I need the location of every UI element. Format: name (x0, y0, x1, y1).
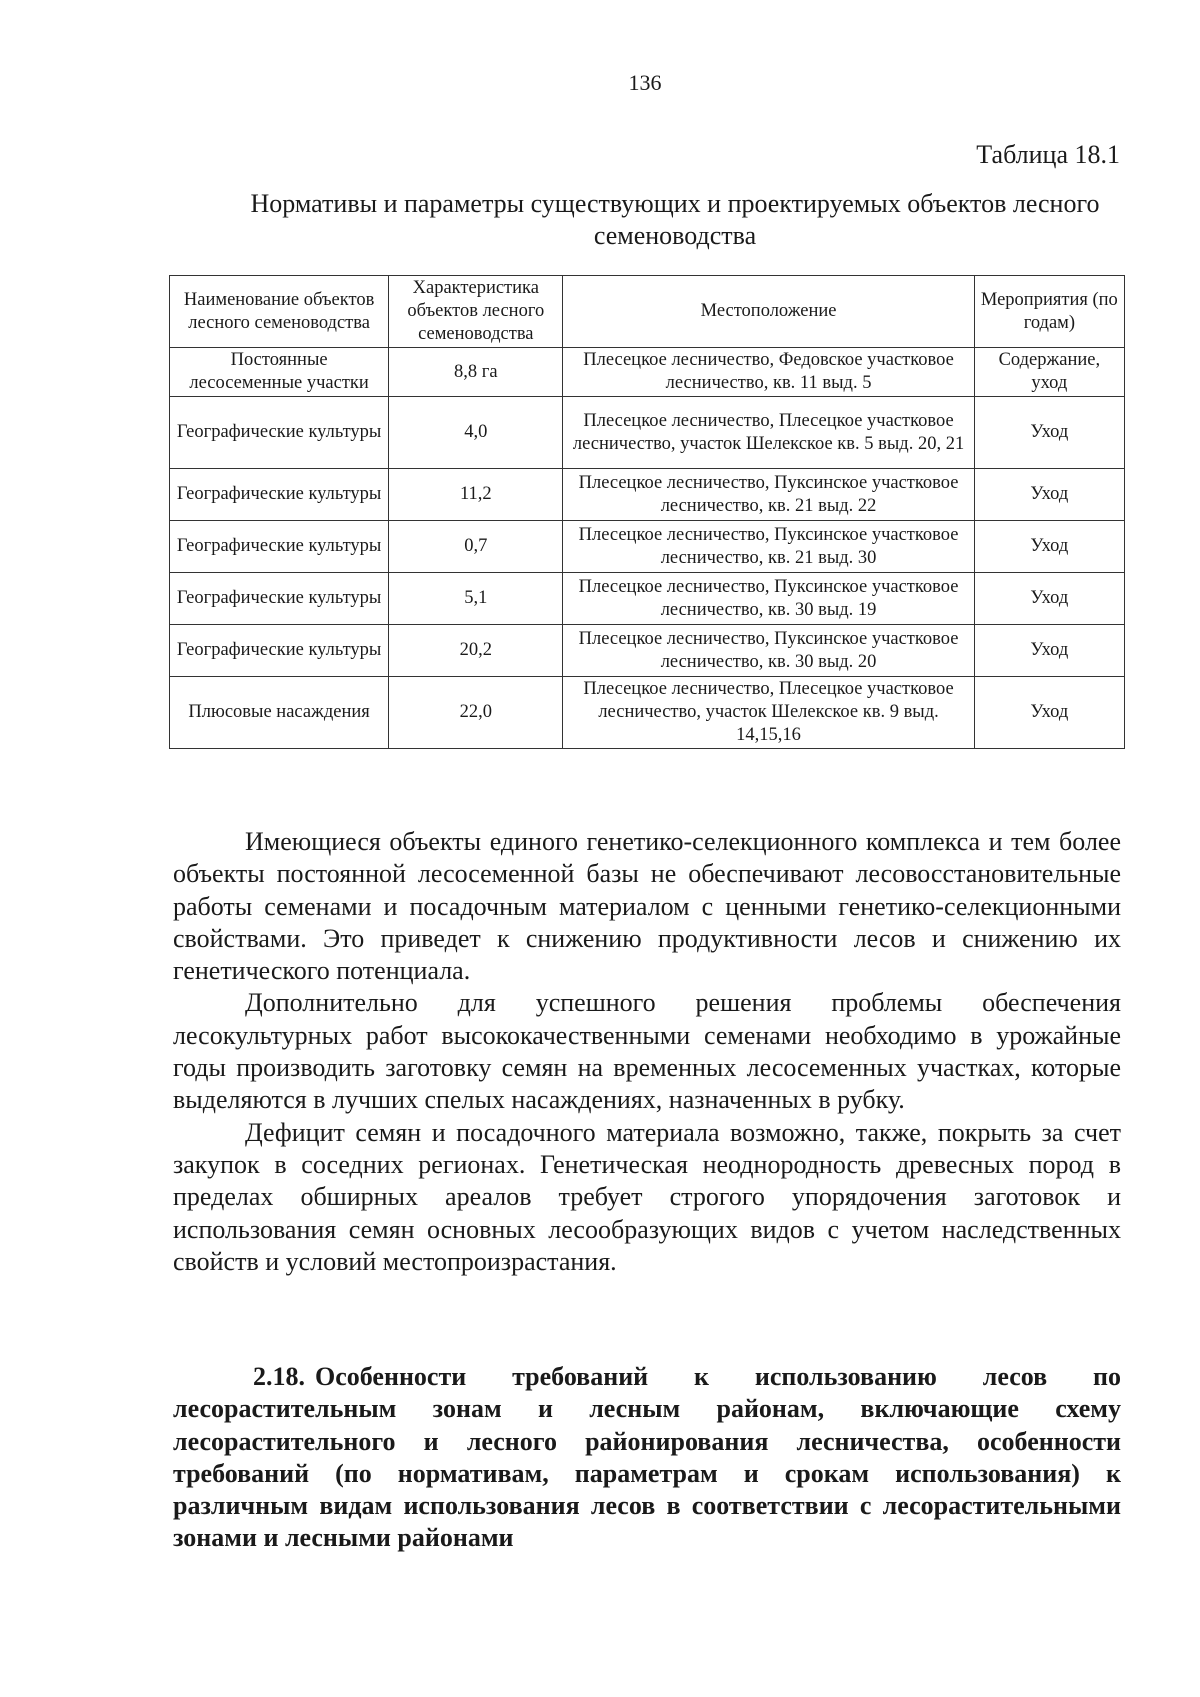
seed-objects-table (169, 275, 1125, 749)
paragraph: Имеющиеся объекты единого генетико-селекционного комплекса и тем более объекты постоянной лесосеменной базы не обеспечивают лесовосстановительные работы семенами и посадочным материалом с ценными генетико-селекционными свойствами. Это приведет к снижению продуктивности лесов и снижению их генетического потенциала. (173, 827, 1121, 986)
cell-location: Плесецкое лесничество, Пуксинское участковое лесничество, кв. 21 выд. 22 (563, 469, 974, 521)
cell-name: Постоянные лесосеменные участки (170, 348, 389, 397)
cell-activities: Уход (974, 625, 1124, 677)
cell-name: Географические культуры (170, 397, 389, 469)
table-caption: Таблица 18.1 (976, 140, 1120, 169)
table-row (170, 521, 1125, 573)
section-heading (173, 1361, 1121, 1555)
cell-name: Географические культуры (170, 573, 389, 625)
cell-location: Плесецкое лесничество, Пуксинское участковое лесничество, кв. 30 выд. 19 (563, 573, 974, 625)
cell-characteristic: 8,8 га (389, 348, 563, 397)
cell-activities: Уход (974, 573, 1124, 625)
cell-activities: Уход (974, 677, 1124, 749)
cell-characteristic: 0,7 (389, 521, 563, 573)
cell-name: Географические культуры (170, 625, 389, 677)
cell-activities: Уход (974, 469, 1124, 521)
page-number: 136 (628, 70, 662, 95)
cell-location: Плесецкое лесничество, Пуксинское участковое лесничество, кв. 21 выд. 30 (563, 521, 974, 573)
cell-characteristic: 4,0 (389, 397, 563, 469)
cell-name: Плюсовые насаждения (170, 677, 389, 749)
cell-characteristic: 20,2 (389, 625, 563, 677)
paragraph: Дополнительно для успешного решения проблемы обеспечения лесокультурных работ высококачественными семенами необходимо в урожайные годы производить заготовку семян на временных лесосеменных участках, которые выделяются в лучших спелых насаждениях, назначенных в рубку. (173, 988, 1121, 1115)
table-row (170, 573, 1125, 625)
cell-name: Географические культуры (170, 469, 389, 521)
body-text (173, 826, 1121, 1278)
table-header-row (170, 276, 1125, 348)
table-row (170, 348, 1125, 397)
section-title: Особенности требований к использованию лесов по лесорастительным зонам и лесным районам, включающие схему лесорастительного и лесного районирования лесничества, особенности требований (по нормативам, параметрам и срокам использования) к различным видам использования лесов в соответствии с лесорастительными зонами и лесными районами (173, 1362, 1121, 1553)
cell-activities: Уход (974, 521, 1124, 573)
cell-characteristic: 11,2 (389, 469, 563, 521)
cell-name: Географические культуры (170, 521, 389, 573)
cell-characteristic: 22,0 (389, 677, 563, 749)
header-characteristic: Характеристика объектов лесного семеноводства (389, 276, 563, 348)
table-row (170, 469, 1125, 521)
cell-characteristic: 5,1 (389, 573, 563, 625)
header-location: Местоположение (563, 276, 974, 348)
cell-activities: Содержание, уход (974, 348, 1124, 397)
cell-activities: Уход (974, 397, 1124, 469)
table-row (170, 625, 1125, 677)
cell-location: Плесецкое лесничество, Федовское участковое лесничество, кв. 11 выд. 5 (563, 348, 974, 397)
paragraph: Дефицит семян и посадочного материала возможно, также, покрыть за счет закупок в соседних регионах. Генетическая неоднородность древесных пород в пределах обширных ареалов требует строгого упорядочения заготовок и использования семян основных лесообразующих видов с учетом наследственных свойств и условий местопроизрастания. (173, 1117, 1121, 1276)
header-name: Наименование объектов лесного семеноводства (170, 276, 389, 348)
table-title: Нормативы и параметры существующих и проектируемых объектов лесного семеноводства (250, 189, 1100, 250)
cell-location: Плесецкое лесничество, Плесецкое участковое лесничество, участок Шелекское кв. 5 выд. 20, 21 (563, 397, 974, 469)
cell-location: Плесецкое лесничество, Пуксинское участковое лесничество, кв. 30 выд. 20 (563, 625, 974, 677)
section-number: 2.18. (253, 1362, 305, 1391)
header-activities: Мероприятия (по годам) (974, 276, 1124, 348)
table-row (170, 397, 1125, 469)
table-row (170, 677, 1125, 749)
cell-location: Плесецкое лесничество, Плесецкое участковое лесничество, участок Шелекское кв. 9 выд. 14,15,16 (563, 677, 974, 749)
